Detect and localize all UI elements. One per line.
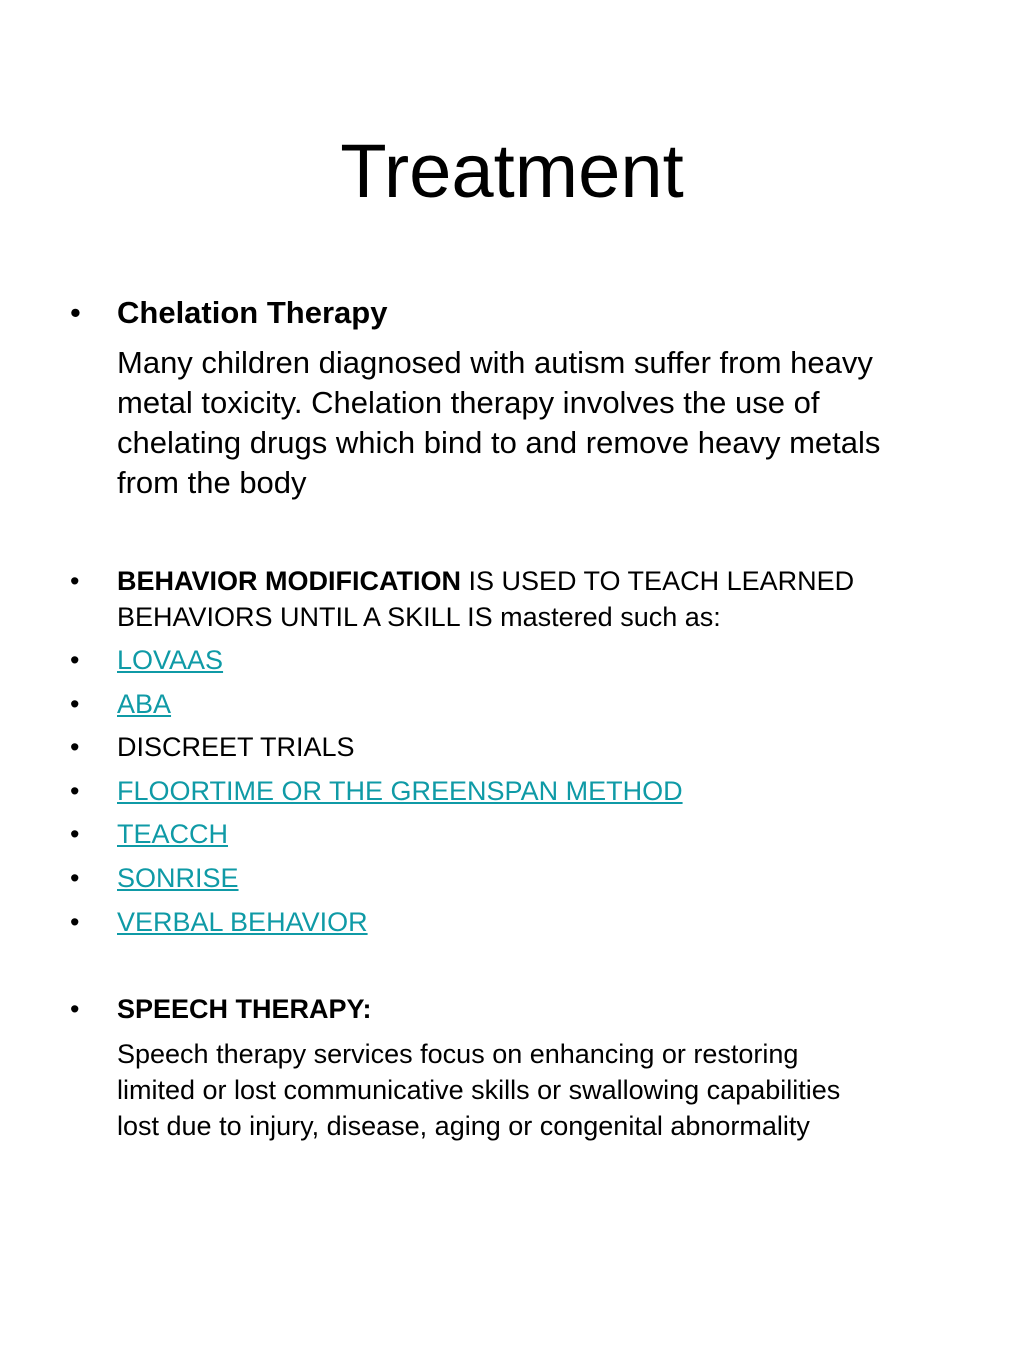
chelation-line: chelating drugs which bind to and remove heavy metals [117, 425, 881, 460]
teacch-link[interactable]: TEACCH [117, 819, 229, 849]
chelation-line: from the body [117, 465, 307, 500]
bullet-marker: • [70, 645, 80, 675]
speech-paragraph [117, 1036, 840, 1144]
chelation-heading: Chelation Therapy [117, 295, 388, 330]
bullet-marker: • [70, 863, 80, 893]
speech-line: lost due to injury, disease, aging or congenital abnormality [117, 1111, 810, 1141]
behavior-line2: BEHAVIORS UNTIL A SKILL IS mastered such as: [117, 602, 721, 632]
behavior-intro-line1 [117, 563, 854, 599]
chelation-line: Many children diagnosed with autism suffer from heavy [117, 345, 873, 380]
sonrise-link[interactable]: SONRISE [117, 863, 239, 893]
bullet-marker: • [70, 776, 80, 806]
floortime-link[interactable]: FLOORTIME OR THE GREENSPAN METHOD [117, 776, 683, 806]
chelation-paragraph [117, 343, 880, 503]
bullet-marker: • [70, 732, 80, 762]
bullet-marker: • [70, 907, 80, 937]
bullet-marker: • [70, 566, 80, 596]
behavior-line1-rest: IS USED TO TEACH LEARNED [461, 566, 855, 596]
bullet-marker: • [70, 994, 80, 1024]
slide-title: Treatment [340, 129, 684, 214]
speech-line: limited or lost communicative skills or swallowing capabilities [117, 1075, 841, 1105]
verbal-behavior-link[interactable]: VERBAL BEHAVIOR [117, 907, 368, 937]
lovaas-link[interactable]: LOVAAS [117, 645, 224, 675]
bullet-marker: • [70, 689, 80, 719]
bullet-marker: • [70, 295, 81, 330]
speech-line: Speech therapy services focus on enhancing or restoring [117, 1039, 799, 1069]
behavior-intro [117, 563, 854, 635]
aba-link[interactable]: ABA [117, 689, 172, 719]
chelation-line: metal toxicity. Chelation therapy involves the use of [117, 385, 820, 420]
discreet-trials-item: DISCREET TRIALS [117, 732, 355, 762]
behavior-heading: BEHAVIOR MODIFICATION [117, 566, 461, 596]
speech-heading: SPEECH THERAPY: [117, 994, 372, 1024]
bullet-marker: • [70, 819, 80, 849]
